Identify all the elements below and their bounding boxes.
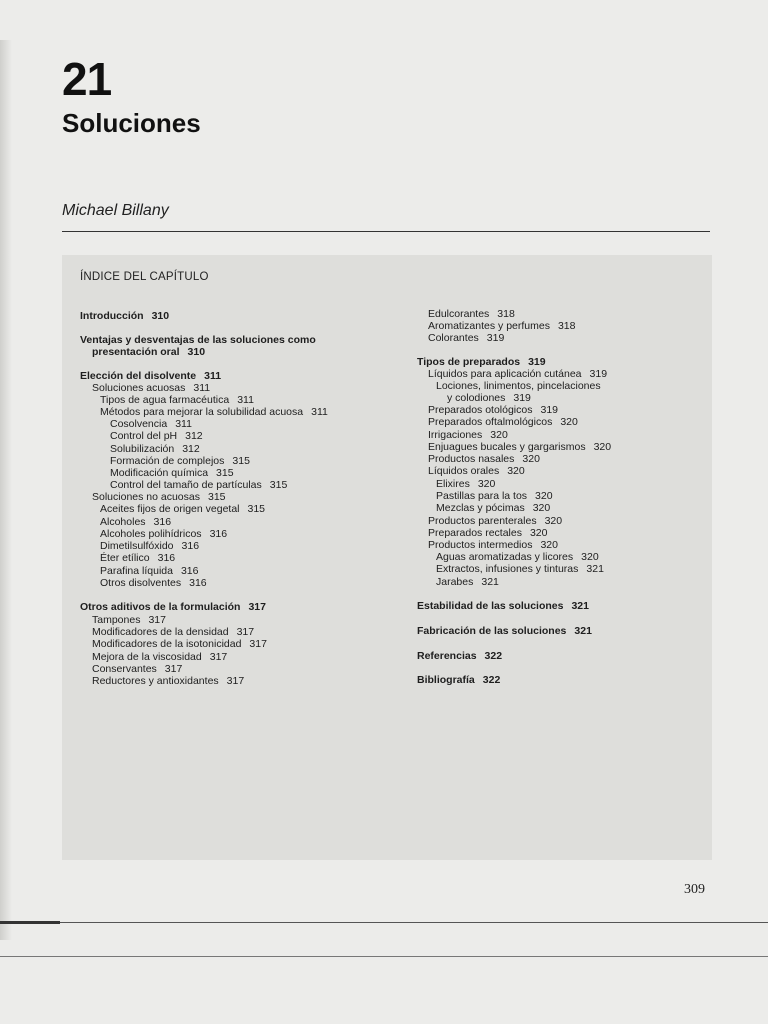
- toc-entry-page: 322: [482, 674, 501, 686]
- toc-entry: [428, 368, 607, 380]
- toc-entry: [428, 515, 562, 527]
- toc-entry-page: 316: [209, 528, 228, 540]
- toc-entry-text: Líquidos orales: [428, 465, 500, 477]
- toc-entry-text: Conservantes: [92, 663, 157, 675]
- toc-entry-text: Colorantes: [428, 332, 479, 344]
- toc-entry-text: Extractos, infusiones y tinturas: [436, 563, 579, 575]
- toc-entry-text: Preparados otológicos: [428, 404, 533, 416]
- toc-entry-text: Elixires: [436, 478, 470, 490]
- toc-entry-page: 315: [247, 503, 266, 515]
- toc-entry: [100, 552, 175, 564]
- toc-entry-text: Mejora de la viscosidad: [92, 651, 202, 663]
- toc-entry-text: Otros aditivos de la formulación: [80, 601, 241, 613]
- bottom-divider: [0, 922, 768, 923]
- bottom-edge-mark: [0, 921, 60, 924]
- toc-entry-text: Tipos de preparados: [417, 356, 521, 368]
- toc-entry: [92, 675, 244, 687]
- toc-entry-page: 319: [589, 368, 608, 380]
- toc-entry-text: Aceites fijos de origen vegetal: [100, 503, 240, 515]
- toc-entry: [80, 334, 316, 346]
- toc-entry-text: Productos nasales: [428, 453, 515, 465]
- toc-entry-page: 317: [209, 651, 228, 663]
- toc-entry: [110, 455, 250, 467]
- toc-entry: [428, 404, 558, 416]
- toc-entry-page: 320: [477, 478, 496, 490]
- toc-entry-text: Fabricación de las soluciones: [417, 625, 567, 637]
- toc-entry-page: 315: [208, 491, 226, 503]
- toc-entry-page: 310: [151, 310, 170, 322]
- toc-entry-page: 319: [540, 404, 559, 416]
- toc-entry-text: Estabilidad de las soluciones: [417, 600, 564, 612]
- toc-entry-page: 310: [187, 346, 206, 358]
- toc-entry-text: Soluciones acuosas: [92, 382, 186, 394]
- toc-entry-page: 319: [513, 392, 531, 404]
- toc-entry-page: 316: [157, 552, 176, 564]
- toc-entry-text: Aguas aromatizadas y licores: [436, 551, 574, 563]
- toc-entry-page: 321: [586, 563, 604, 575]
- toc-entry-text: Modificadores de la densidad: [92, 626, 229, 638]
- toc-entry-text: Bibliografía: [417, 674, 475, 686]
- toc-entry-text: Pastillas para la tos: [436, 490, 528, 502]
- toc-entry-page: 319: [528, 356, 546, 368]
- toc-entry: [447, 392, 531, 404]
- toc-entry: [100, 528, 227, 540]
- toc-entry-page: 312: [182, 443, 200, 455]
- toc-entry-page: 320: [532, 502, 551, 514]
- toc-entry-text: Mezclas y pócimas: [436, 502, 525, 514]
- toc-entry-text: Referencias: [417, 650, 477, 662]
- toc-entry-page: 316: [189, 577, 207, 589]
- toc-entry-page: 311: [237, 394, 254, 406]
- toc-entry-page: 320: [544, 515, 563, 527]
- toc-entry-text: Preparados rectales: [428, 527, 522, 539]
- toc-entry-text: Alcoholes: [100, 516, 146, 528]
- toc-entry-text: Productos parenterales: [428, 515, 537, 527]
- toc-entry-page: 311: [311, 406, 328, 418]
- toc-entry-text: y colodiones: [447, 392, 506, 404]
- toc-entry-page: 321: [571, 600, 589, 612]
- toc-entry-page: 320: [507, 465, 525, 477]
- toc-entry-page: 315: [232, 455, 250, 467]
- toc-entry: [92, 663, 182, 675]
- toc-entry: [80, 370, 221, 382]
- toc-entry-text: Tampones: [92, 614, 141, 626]
- toc-entry: [100, 394, 254, 406]
- toc-entry-page: 320: [535, 490, 553, 502]
- toc-entry: [436, 490, 553, 502]
- title-divider: [62, 231, 710, 232]
- toc-entry-page: 317: [236, 626, 255, 638]
- toc-entry: [428, 441, 611, 453]
- toc-entry-text: Solubilización: [110, 443, 175, 455]
- toc-entry-page: 315: [269, 479, 288, 491]
- toc-entry-page: 318: [557, 320, 576, 332]
- toc-entry-page: 311: [193, 382, 211, 394]
- toc-entry-page: 321: [574, 625, 592, 637]
- toc-entry-page: 317: [248, 601, 266, 613]
- toc-entry-page: 320: [529, 527, 548, 539]
- toc-entry: [417, 674, 500, 686]
- toc-entry: [110, 443, 200, 455]
- toc-entry: [92, 614, 166, 626]
- toc-entry: [436, 380, 601, 392]
- toc-entry: [417, 600, 589, 612]
- toc-entry-text: Productos intermedios: [428, 539, 533, 551]
- toc-entry: [436, 563, 604, 575]
- toc-entry-text: Reductores y antioxidantes: [92, 675, 219, 687]
- toc-entry-text: Elección del disolvente: [80, 370, 197, 382]
- toc-entry-page: 316: [180, 565, 199, 577]
- toc-entry-text: presentación oral: [92, 346, 180, 358]
- toc-entry-text: Control del pH: [110, 430, 178, 442]
- toc-entry-text: Control del tamaño de partículas: [110, 479, 262, 491]
- toc-entry-page: 316: [181, 540, 200, 552]
- toc-entry-page: 318: [497, 308, 515, 320]
- toc-entry: [417, 625, 592, 637]
- toc-entry-page: 320: [593, 441, 612, 453]
- toc-entry-text: Soluciones no acuosas: [92, 491, 200, 503]
- scan-edge-shadow: [0, 40, 12, 940]
- toc-entry-text: Jarabes: [436, 576, 474, 588]
- toc-entry: [100, 540, 199, 552]
- toc-entry-page: 321: [481, 576, 499, 588]
- toc-entry-text: Enjuagues bucales y gargarismos: [428, 441, 586, 453]
- toc-entry: [436, 551, 599, 563]
- toc-entry: [80, 310, 169, 322]
- toc-entry: [80, 601, 266, 613]
- toc-entry-page: 311: [204, 370, 222, 382]
- toc-entry-text: Modificación química: [110, 467, 209, 479]
- toc-entry-text: Ventajas y desventajas de las soluciones como: [80, 334, 316, 346]
- toc-entry: [100, 503, 265, 515]
- toc-entry-page: 317: [148, 614, 166, 626]
- toc-entry-page: 317: [249, 638, 267, 650]
- toc-entry-page: 320: [522, 453, 540, 465]
- toc-entry: [100, 565, 199, 577]
- chapter-number: 21: [62, 53, 112, 105]
- toc-entry-page: 320: [560, 416, 578, 428]
- toc-entry-text: Tipos de agua farmacéutica: [100, 394, 230, 406]
- toc-entry-text: Éter etílico: [100, 552, 150, 564]
- toc-entry: [92, 346, 205, 358]
- toc-entry-page: 319: [486, 332, 505, 344]
- toc-entry: [428, 320, 576, 332]
- toc-entry-page: 311: [175, 418, 192, 430]
- toc-entry: [92, 382, 210, 394]
- toc-entry-page: 316: [153, 516, 172, 528]
- toc-entry: [110, 430, 203, 442]
- toc-entry-text: Modificadores de la isotonicidad: [92, 638, 242, 650]
- toc-entry: [417, 650, 502, 662]
- toc-entry-page: 317: [226, 675, 245, 687]
- toc-entry: [428, 308, 515, 320]
- toc-entry-text: Formación de complejos: [110, 455, 225, 467]
- toc-entry: [92, 626, 254, 638]
- toc-entry: [92, 651, 227, 663]
- toc-heading: ÍNDICE DEL CAPÍTULO: [80, 271, 209, 283]
- scan-bottom-line: [0, 956, 768, 957]
- toc-entry-page: 317: [164, 663, 183, 675]
- toc-entry-text: Preparados oftalmológicos: [428, 416, 553, 428]
- toc-entry-text: Dimetilsulfóxido: [100, 540, 174, 552]
- toc-entry: [428, 465, 525, 477]
- toc-entry: [100, 577, 207, 589]
- toc-entry: [417, 356, 546, 368]
- toc-entry: [428, 416, 578, 428]
- toc-entry: [110, 479, 287, 491]
- toc-entry-text: Edulcorantes: [428, 308, 490, 320]
- toc-entry-page: 320: [490, 429, 508, 441]
- toc-entry-text: Líquidos para aplicación cutánea: [428, 368, 582, 380]
- toc-entry-page: 315: [216, 467, 234, 479]
- toc-entry-page: 312: [185, 430, 203, 442]
- toc-entry-text: Alcoholes polihídricos: [100, 528, 202, 540]
- toc-entry: [428, 539, 558, 551]
- toc-entry: [436, 576, 499, 588]
- toc-entry: [428, 332, 504, 344]
- toc-entry: [92, 638, 267, 650]
- toc-entry-text: Otros disolventes: [100, 577, 182, 589]
- toc-entry-page: 320: [581, 551, 599, 563]
- toc-entry: [436, 502, 550, 514]
- toc-entry-page: 322: [484, 650, 503, 662]
- toc-entry: [436, 478, 495, 490]
- toc-entry-text: Cosolvencia: [110, 418, 168, 430]
- toc-entry: [100, 516, 171, 528]
- chapter-title: Soluciones: [62, 108, 201, 138]
- toc-entry: [110, 467, 234, 479]
- toc-entry-text: Irrigaciones: [428, 429, 483, 441]
- chapter-author: Michael Billany: [62, 202, 169, 219]
- toc-entry: [428, 429, 508, 441]
- toc-entry: [428, 527, 548, 539]
- toc-entry-text: Métodos para mejorar la solubilidad acuosa: [100, 406, 304, 418]
- toc-entry-text: Introducción: [80, 310, 144, 322]
- toc-entry: [92, 491, 226, 503]
- page-number: 309: [684, 882, 705, 897]
- toc-entry-page: 320: [540, 539, 558, 551]
- toc-entry-text: Aromatizantes y perfumes: [428, 320, 550, 332]
- toc-entry-text: Parafina líquida: [100, 565, 173, 577]
- toc-entry: [100, 406, 328, 418]
- toc-entry-text: Lociones, linimentos, pincelaciones: [436, 380, 601, 392]
- toc-entry: [428, 453, 540, 465]
- toc-entry: [110, 418, 192, 430]
